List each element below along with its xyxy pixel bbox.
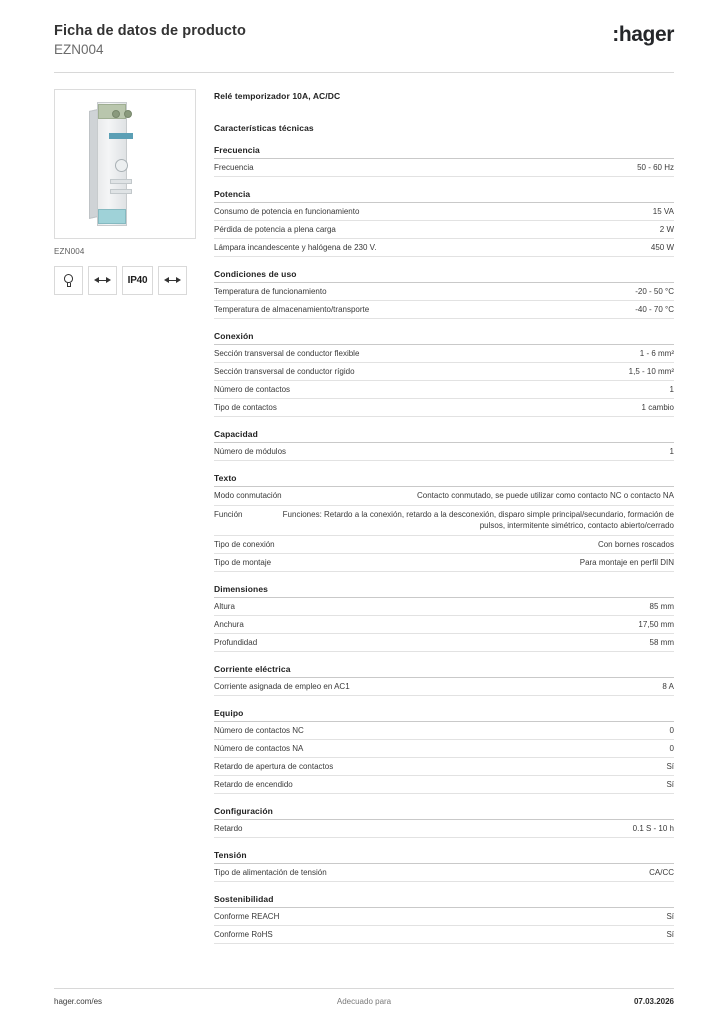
spec-label: Consumo de potencia en funcionamiento <box>214 207 360 216</box>
spec-value: 1 - 6 mm² <box>639 349 674 358</box>
spec-value: 1,5 - 10 mm² <box>628 367 674 376</box>
spec-value: Sí <box>666 911 674 921</box>
arrow-head-right <box>106 277 111 283</box>
spec-group-title: Capacidad <box>214 429 674 443</box>
spec-value: 85 mm <box>649 601 674 611</box>
spec-row <box>214 506 674 536</box>
spec-value: CA/CC <box>649 867 674 877</box>
spec-group <box>214 473 674 572</box>
spec-row <box>214 239 674 257</box>
spec-row <box>214 722 674 740</box>
image-caption: EZN004 <box>54 247 85 256</box>
spec-label: Función <box>214 509 243 519</box>
spec-row <box>214 536 674 554</box>
width-arrow-icon-2 <box>158 266 187 295</box>
spec-label: Tipo de contactos <box>214 403 277 412</box>
arrow-head-right-2 <box>176 277 181 283</box>
ip-rating-label: IP40 <box>127 275 148 286</box>
spec-row <box>214 634 674 652</box>
device-slot-2 <box>110 189 132 194</box>
spec-label: Sección transversal de conductor rígido <box>214 367 355 376</box>
page-footer <box>54 988 674 1006</box>
footer-date: 07.03.2026 <box>633 997 674 1006</box>
spec-label: Anchura <box>214 619 244 629</box>
spec-value: Funciones: Retardo a la conexión, retardo a la desconexión, disparo simple principal/secundario, formación de pulsos, intermitente simétrico, contacto abierto/cerrado <box>282 509 674 530</box>
spec-label: Número de contactos <box>214 385 291 394</box>
spec-label: Lámpara incandescente y halógena de 230 V. <box>214 243 377 252</box>
page-header <box>0 0 724 58</box>
terminal-screw-2 <box>124 110 132 118</box>
spec-row <box>214 864 674 882</box>
tech-specs-heading: Características técnicas <box>214 123 314 133</box>
spec-row <box>214 345 674 363</box>
device-top-terminal <box>98 104 126 119</box>
spec-row <box>214 908 674 926</box>
spec-label: Sección transversal de conductor flexible <box>214 349 360 358</box>
spec-row <box>214 283 674 301</box>
lamp-icon <box>54 266 83 295</box>
spec-group-title: Conexión <box>214 331 674 345</box>
spec-group <box>214 269 674 319</box>
device-bottom-terminal <box>98 209 126 224</box>
spec-row <box>214 443 674 461</box>
spec-value: 1 <box>669 447 674 456</box>
device-illustration <box>89 102 131 226</box>
spec-row <box>214 776 674 794</box>
spec-label: Conforme RoHS <box>214 929 273 939</box>
device-knob <box>115 159 128 172</box>
spec-row <box>214 221 674 239</box>
spec-value: 17,50 mm <box>638 619 674 629</box>
footer-note: Adecuado para <box>336 997 392 1006</box>
ip-rating-badge <box>122 266 153 295</box>
product-reference: EZN004 <box>54 42 104 57</box>
spec-row <box>214 363 674 381</box>
spec-groups <box>214 145 674 944</box>
spec-value: 450 W <box>650 243 674 252</box>
spec-group <box>214 850 674 882</box>
spec-group <box>214 708 674 794</box>
page-title: Ficha de datos de producto <box>54 23 246 39</box>
spec-value: 8 A <box>662 681 674 691</box>
spec-group-title: Dimensiones <box>214 584 674 598</box>
logo-text: hager <box>618 23 674 46</box>
spec-value: 58 mm <box>649 637 674 647</box>
hager-logo <box>612 24 674 46</box>
pictogram-row <box>54 266 196 295</box>
spec-label: Tipo de conexión <box>214 539 275 549</box>
device-label-strip <box>109 133 133 139</box>
spec-row <box>214 381 674 399</box>
double-arrow-shape <box>94 276 111 286</box>
spec-row <box>214 399 674 417</box>
spec-label: Conforme REACH <box>214 911 280 921</box>
spec-label: Altura <box>214 601 235 611</box>
spec-value: 50 - 60 Hz <box>637 163 674 172</box>
spec-group <box>214 145 674 177</box>
logo-dots: : <box>612 23 619 46</box>
device-body <box>97 102 127 226</box>
spec-row <box>214 678 674 696</box>
spec-row <box>214 301 674 319</box>
bulb-shape <box>63 274 74 288</box>
spec-label: Retardo <box>214 823 243 833</box>
spec-group-title: Tensión <box>214 850 674 864</box>
spec-group <box>214 331 674 417</box>
spec-group <box>214 429 674 461</box>
spec-label: Número de módulos <box>214 447 287 456</box>
spec-label: Frecuencia <box>214 163 254 172</box>
spec-label: Temperatura de almacenamiento/transporte <box>214 305 370 314</box>
product-media-column <box>54 89 196 956</box>
spec-group-title: Sostenibilidad <box>214 894 674 908</box>
spec-value: Sí <box>666 779 674 789</box>
spec-value: 15 VA <box>652 207 674 216</box>
spec-value: Para montaje en perfil DIN <box>579 557 674 567</box>
bulb-glass <box>64 274 73 283</box>
spec-label: Profundidad <box>214 637 258 647</box>
footer-divider <box>54 988 674 989</box>
spec-value: 0 <box>669 725 674 735</box>
spec-value: Sí <box>666 929 674 939</box>
spec-value: -20 - 50 °C <box>635 287 674 296</box>
spec-label: Retardo de encendido <box>214 779 293 789</box>
page-content <box>0 73 724 956</box>
spec-row <box>214 598 674 616</box>
spec-group <box>214 664 674 696</box>
width-arrow-icon <box>88 266 117 295</box>
spec-row <box>214 926 674 944</box>
spec-group-title: Potencia <box>214 189 674 203</box>
spec-row <box>214 159 674 177</box>
spec-group-title: Texto <box>214 473 674 487</box>
spec-group <box>214 894 674 944</box>
spec-value: 0 <box>669 743 674 753</box>
spec-group <box>214 189 674 257</box>
spec-row <box>214 203 674 221</box>
spec-group <box>214 806 674 838</box>
spec-label: Pérdida de potencia a plena carga <box>214 225 336 234</box>
footer-website-link[interactable]: hager.com/es <box>54 997 103 1006</box>
spec-value: Con bornes roscados <box>597 539 674 549</box>
spec-value: 2 W <box>659 225 674 234</box>
spec-label: Temperatura de funcionamiento <box>214 287 327 296</box>
spec-row <box>214 740 674 758</box>
spec-value: -40 - 70 °C <box>635 305 674 314</box>
spec-label: Retardo de apertura de contactos <box>214 761 334 771</box>
spec-value: 0.1 S - 10 h <box>632 823 674 833</box>
product-image <box>54 89 196 239</box>
spec-value: Sí <box>666 761 674 771</box>
spec-label: Número de contactos NC <box>214 725 304 735</box>
header-titles <box>54 22 246 59</box>
spec-group-title: Condiciones de uso <box>214 269 674 283</box>
double-arrow-shape-2 <box>164 276 181 286</box>
footer-row <box>54 997 674 1006</box>
device-slot-1 <box>110 179 132 184</box>
specifications-column <box>214 89 674 956</box>
spec-row <box>214 820 674 838</box>
terminal-screw-1 <box>112 110 120 118</box>
spec-row <box>214 616 674 634</box>
spec-row <box>214 554 674 572</box>
spec-row <box>214 758 674 776</box>
spec-label: Número de contactos NA <box>214 743 304 753</box>
spec-group-title: Corriente eléctrica <box>214 664 674 678</box>
spec-value: Contacto conmutado, se puede utilizar como contacto NC o contacto NA <box>416 491 674 500</box>
spec-group-title: Configuración <box>214 806 674 820</box>
spec-label: Corriente asignada de empleo en AC1 <box>214 681 350 691</box>
spec-group-title: Frecuencia <box>214 145 674 159</box>
bulb-base <box>67 283 71 287</box>
spec-group-title: Equipo <box>214 708 674 722</box>
spec-group <box>214 584 674 652</box>
product-name: Relé temporizador 10A, AC/DC <box>214 91 341 101</box>
spec-label: Tipo de alimentación de tensión <box>214 867 327 877</box>
spec-row <box>214 487 674 506</box>
spec-value: 1 <box>669 385 674 394</box>
spec-value: 1 cambio <box>641 403 674 412</box>
spec-label: Modo conmutación <box>214 491 282 500</box>
spec-label: Tipo de montaje <box>214 557 272 567</box>
